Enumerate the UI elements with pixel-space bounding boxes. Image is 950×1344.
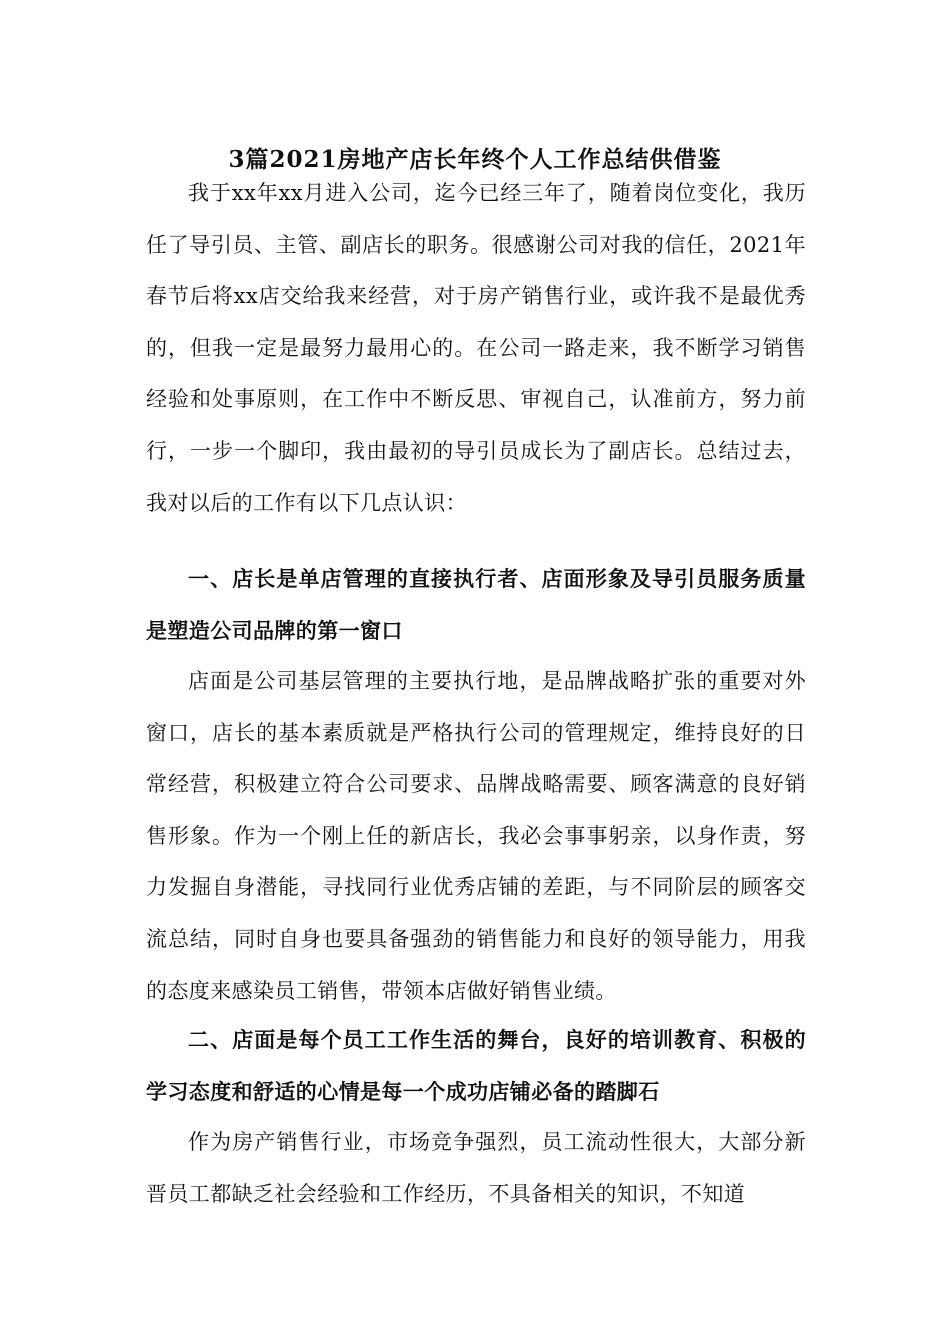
- section-heading-2: 二、店面是每个员工工作生活的舞台，良好的培训教育、积极的学习态度和舒适的心情是每一个成功店铺必备的踏脚石: [146, 1027, 806, 1104]
- paragraph-section-1: 店面是公司基层管理的主要执行地，是品牌战略扩张的重要对外窗口，店长的基本素质就是严格执行公司的管理规定，维持良好的日常经营，积极建立符合公司要求、品牌战略需要、顾客满意的良好销售形象。作为一个刚上任的新店长，我必会事事躬亲，以身作责，努力发掘自身潜能，寻找同行业优秀店铺的差距，与不同阶层的顾客交流总结，同时自身也要具备强劲的销售能力和良好的领导能力，用我的态度来感染员工销售，带领本店做好销售业绩。: [146, 669, 806, 1003]
- document-title: 3篇2021房地产店长年终个人工作总结供借鉴: [228, 146, 722, 173]
- paragraph-section-2: 作为房产销售行业，市场竞争强烈，员工流动性很大，大部分新晋员工都缺乏社会经验和工作经历，不具备相关的知识，不知道: [146, 1130, 806, 1206]
- section-heading-1: 一、店长是单店管理的直接执行者、店面形象及导引员服务质量是塑造公司品牌的第一窗口: [146, 566, 806, 643]
- paragraph-intro: 我于xx年xx月进入公司，迄今已经三年了，随着岗位变化，我历任了导引员、主管、副店长的职务。很感谢公司对我的信任，2021年春节后将xx店交给我来经营，对于房产销售行业，或许我不是最优秀的，但我一定是最努力最用心的。在公司一路走来，我不断学习销售经验和处事原则，在工作中不断反思、审视自己，认准前方，努力前行，一步一个脚印，我由最初的导引员成长为了副店长。总结过去，我对以后的工作有以下几点认识：: [146, 181, 806, 515]
